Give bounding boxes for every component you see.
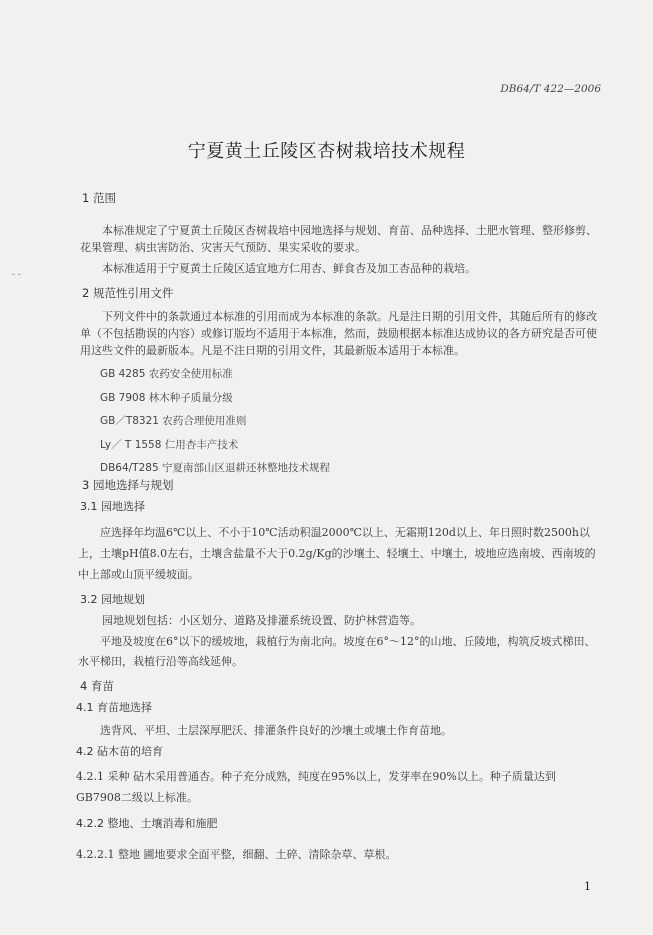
section-4-2-heading: 4.2 砧木苗的培育: [76, 745, 163, 758]
section-4-1-paragraph: 选背风、平坦、土层深厚肥沃、排灌条件良好的沙壤土或壤土作育苗地。: [100, 724, 452, 737]
document-title: 宁夏黄土丘陵区杏树栽培技术规程: [187, 141, 466, 162]
reference-item: GB 4285 农药安全使用标准: [100, 368, 233, 380]
section-4-2-2-1-paragraph: 4.2.2.1 整地 圃地要求全面平整，细翻、土碎、清除杂草、草根。: [76, 848, 397, 861]
section-4-1-heading: 4.1 育苗地选择: [76, 701, 152, 714]
reference-item: Ly／ T 1558 仁用杏丰产技术: [100, 439, 239, 451]
section-2-heading: 2 规范性引用文件: [82, 286, 174, 300]
section-4-2-2-heading: 4.2.2 整地、土壤消毒和施肥: [76, 817, 218, 830]
section-3-2-paragraph-2: 平地及坡度在6°以下的缓坡地，栽植行为南北向。坡度在6°～12°的山地、丘陵地，构筑反坡式梯田、水平梯田，栽植行沿等高线延伸。: [78, 635, 596, 668]
page-number: 1: [584, 880, 591, 893]
section-3-1-paragraph: 应选择年均温6℃以上、不小于10℃活动积温2000℃以上、无霜期120d以上、年日照时数2500h以上，土壤pH值8.0左右，土壤含盐量不大于0.2g/Kg的沙壤土、轻壤土、中壤土，坡地应选南坡、西南坡的中上部或山顶平缓坡面。: [78, 526, 596, 581]
section-3-2-heading: 3.2 园地规划: [80, 593, 145, 606]
reference-item: GB／T8321 农药合理使用准则: [100, 415, 247, 427]
section-4-heading: 4 育苗: [80, 679, 114, 693]
section-3-1-heading: 3.1 园地选择: [80, 500, 145, 513]
section-1-paragraph-2: 本标准适用于宁夏黄土丘陵区适宜地方仁用杏、鲜食杏及加工杏品种的栽培。: [102, 262, 476, 275]
section-4-2-1-paragraph: 4.2.1 采种 砧木采用普通杏。种子充分成熟，纯度在95%以上，发芽率在90%以上。种子质量达到GB7908二级以上标准。: [76, 770, 556, 804]
section-1-heading: 1 范围: [82, 191, 116, 205]
section-2-paragraph-1: 下列文件中的条款通过本标准的引用而成为本标准的条款。凡是注日期的引用文件，其随后所有的修改单（不包括勘误的内容）或修订版均不适用于本标准，然而，鼓励根据本标准达成协议的各方研究是否可使用这些文件的最新版本。凡是不注日期的引用文件，其最新版本适用于本标准。: [80, 310, 597, 357]
section-1-paragraph-1: 本标准规定了宁夏黄土丘陵区杏树栽培中园地选择与规划、育苗、品种选择、土肥水管理、整形修剪、花果管理、病虫害防治、灾害天气预防、果实采收的要求。: [80, 224, 597, 254]
reference-item: GB 7908 林木种子质量分级: [100, 392, 233, 404]
reference-item: DB64/T285 宁夏南部山区退耕还林整地技术规程: [100, 462, 330, 474]
standard-code: DB64/T 422—2006: [500, 83, 601, 95]
margin-marks: - -: [12, 270, 21, 280]
section-3-2-paragraph-1: 园地规划包括：小区划分、道路及排灌系统设置、防护林营造等。: [102, 614, 421, 627]
section-3-heading: 3 园地选择与规划: [82, 478, 174, 492]
